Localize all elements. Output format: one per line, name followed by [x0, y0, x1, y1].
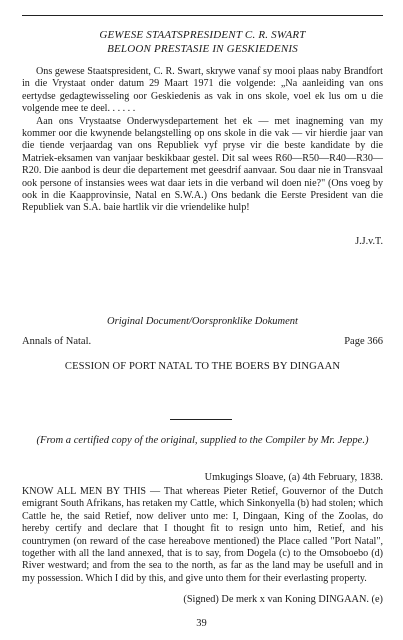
page-number: 39 [196, 618, 207, 629]
article-paragraph-2: Aan ons Vrystaatse Onderwysdepartement het ek — met inagneming van my kommer oor die kwynende belangstelling op ons skole in die vak — vir hierdie jaar van die tiende verjaardag van ons Republiek vyf pryse vir die beste kandidate by die Matriek-eksamen van vanjaar beskikbaar gestel. Dit sal wees R60—R50—R40—R30—R20. Die aanbod is deur die departement met geesdrif aanvaar. Sou daar nie in Transvaal ook persone of instansies wees wat daar iets in die verband wil doen nie?" (Ons voeg by ook in die Kaapprovinsie, Natal en S.W.A.) Ons bedank die Eerste President van die Republiek van S.A. baie hartlik vir die vriendelike hulp! [22, 115, 383, 214]
document-note: (From a certified copy of the original, supplied to the Compiler by Mr. Jeppe.) [36, 435, 369, 446]
article-title-line2: BELOON PRESTASIE IN GESKIEDENIS [107, 43, 298, 55]
document-title: CESSION OF PORT NATAL TO THE BOERS BY DINGAAN [64, 361, 341, 372]
article-paragraph-1: Ons gewese Staatspresident, C. R. Swart, skrywe vanaf sy mooi plaas naby Brandfort in die Vrystaat onder datum 29 Maart 1971 die volgende: „Na aanleiding van ons eertydse gedagtewisseling oor Geskiedenis as vak in ons skole, voel ek lus om u die volgende mee te deel. . . . . . [22, 66, 383, 115]
source-row [22, 336, 383, 347]
document-caption: Original Document/Oorspronklike Dokument [107, 316, 298, 327]
section-divider [170, 419, 232, 420]
article-body [22, 66, 383, 215]
document-dateline: Umkugings Sloave, (a) 4th February, 1838. [204, 472, 383, 483]
document-signature: (Signed) De merk x van Koning DINGAAN. (e) [183, 594, 383, 605]
article-title-line1: GEWESE STAATSPRESIDENT C. R. SWART [99, 29, 306, 41]
top-rule [22, 15, 383, 16]
document-paragraph: KNOW ALL MEN BY THIS — That whereas Pieter Retief, Gouvernor of the Dutch emigrant South Afrikans, has retaken my Cattle, which Sinkonyella (b) had stolen; which Cattle he, the said Retief, now deliver unto me: I, Dingaan, King of the Zoolas, do hereby certify and declare that I thought fit to resign unto him, Retief, and his countrymen (on reward of the case hereabove mentioned) the Place called "Port Natal", together with all the land annexed, that is to say, from Dogela (c) to the Omsoboebo (d) River westward; and from the sea to the north, as far as the land may be usefull and in my possession. Which I did by this, and give unto them for their everlasting property. [22, 486, 383, 584]
source-name: Annals of Natal. [22, 336, 92, 347]
page-reference: Page 366 [344, 336, 383, 347]
article-signature: J.J.v.T. [355, 236, 383, 247]
document-body [22, 486, 383, 585]
